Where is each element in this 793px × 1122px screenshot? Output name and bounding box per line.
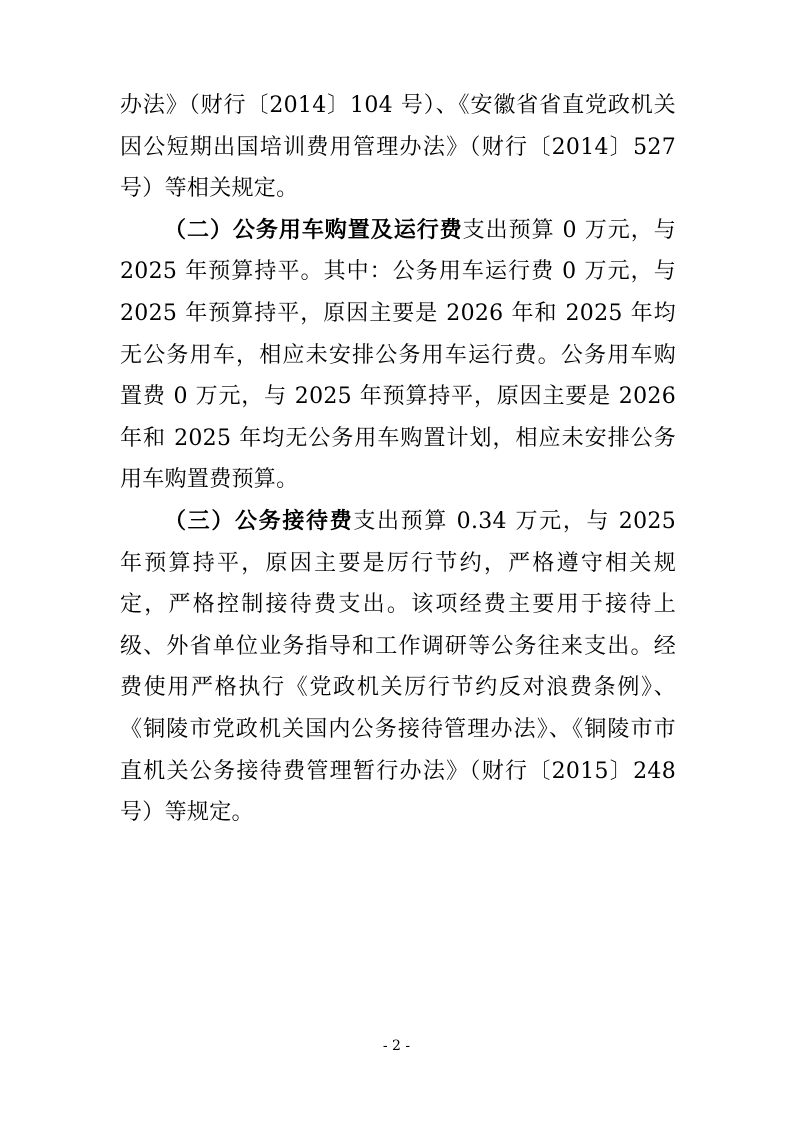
paragraph [120, 85, 676, 210]
paragraph [120, 210, 676, 501]
paragraph-text-segment: 支出预算 0.34 万元，与 2025 年预算持平，原因主要是厉行节约，严格遵守相关规定，严格控制接待费支出。该项经费主要用于接待上级、外省单位业务指导和工作调研等公务往来支出。经费使用严格执行《党政机关厉行节约反对浪费条例》、《铜陵市党政机关国内公务接待管理办法》、《铜陵市市直机关公务接待费管理暂行办法》（财行〔2015〕248 号）等规定。 [120, 508, 676, 826]
paragraph-heading-segment: （三）公务接待费 [164, 507, 354, 534]
page-number: - 2 - [382, 1038, 411, 1054]
paragraph-text-segment: 支出预算 0 万元，与 2025 年预算持平。其中：公务用车运行费 0 万元，与 2025 年预算持平，原因主要是 2026 年和 2025 年均无公务用车，相应未安排公务用车运行费。公务用车购置费 0 万元，与 2025 年预算持平，原因主要是 2026 年和 2025 年均无公务用车购置计划，相应未安排公务用车购置费预算。 [120, 217, 676, 493]
paragraph-heading-segment: （二）公务用车购置及运行费 [164, 216, 463, 243]
document-body [120, 85, 676, 834]
page-footer [0, 1036, 793, 1056]
paragraph [120, 501, 676, 834]
paragraph-text-segment: 办法》（财行〔2014〕104 号）、《安徽省省直党政机关因公短期出国培训费用管理办法》（财行〔2014〕527 号）等相关规定。 [120, 93, 676, 202]
